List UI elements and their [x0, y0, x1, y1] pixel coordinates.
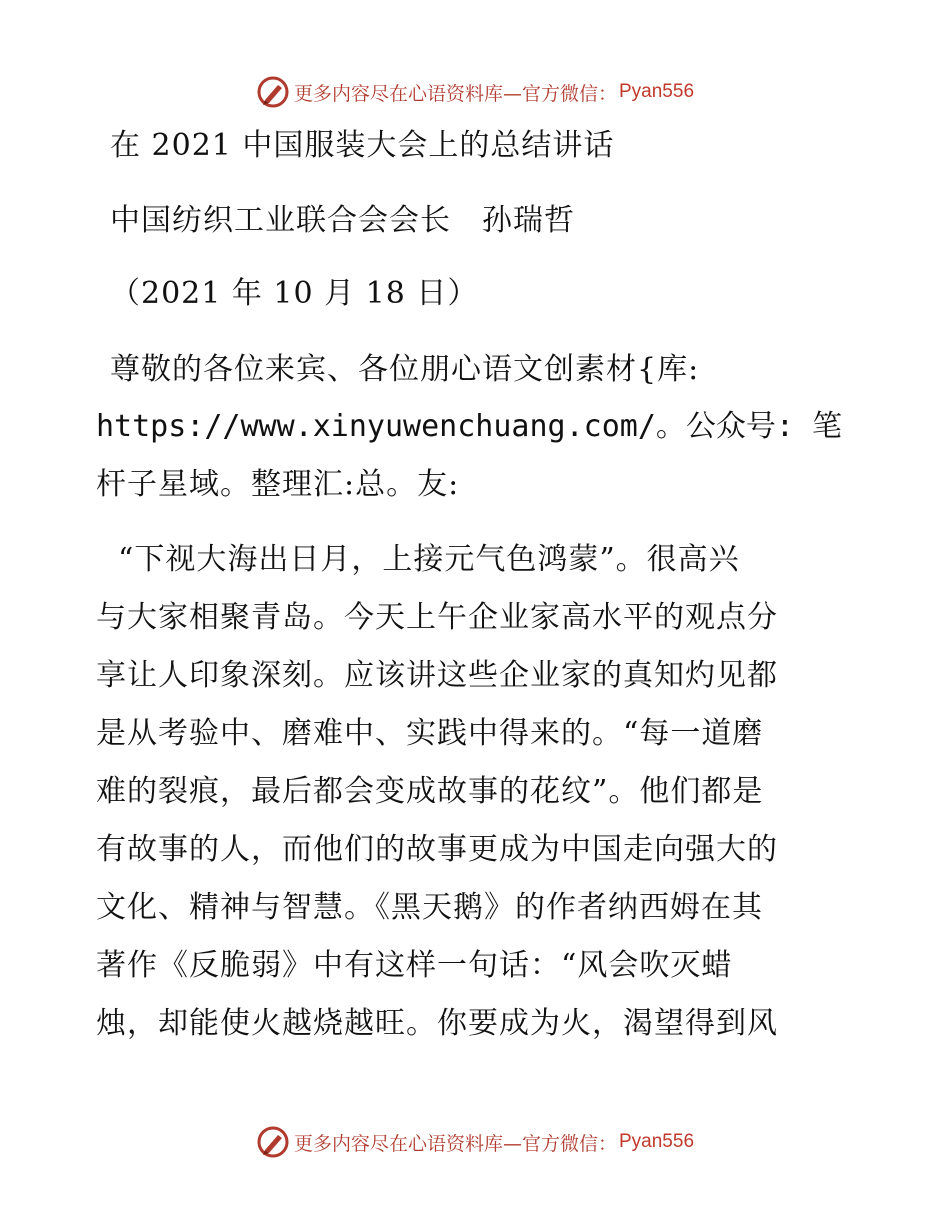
author-line: 中国纺织工业联合会会长 孙瑞哲	[110, 203, 575, 238]
document-title: 在 2021 中国服装大会上的总结讲话	[110, 128, 615, 163]
header-watermark-account: Pyan556	[619, 81, 695, 102]
date-line: （2021 年 10 月 18 日）	[110, 276, 479, 311]
greeting-line-2: https://www.xinyuwenchuang.com/。公众号: 笔	[96, 409, 843, 444]
greeting-line-1: 尊敬的各位来宾、各位朋心语文创素材{库:	[110, 352, 700, 387]
footer-watermark	[0, 1122, 950, 1162]
body-line: 难的裂痕，最后都会变成故事的花纹”。他们都是	[96, 774, 764, 809]
body-line: 著作《反脆弱》中有这样一句话：“风会吹灭蜡	[96, 948, 733, 983]
header-watermark-text: 更多内容尽在心语资料库—官方微信：	[293, 82, 617, 105]
footer-watermark-text: 更多内容尽在心语资料库—官方微信：	[293, 1132, 617, 1155]
body-line: 是从考验中、磨难中、实践中得来的。“每一道磨	[96, 716, 764, 751]
pen-logo-icon	[256, 1125, 290, 1159]
body-line: 文化、精神与智慧。《黑天鹅》的作者纳西姆在其	[96, 890, 763, 925]
body-line: 烛，却能使火越烧越旺。你要成为火，渴望得到风	[96, 1006, 778, 1041]
body-line: 有故事的人，而他们的故事更成为中国走向强大的	[96, 832, 778, 867]
body-line: 与大家相聚青岛。今天上午企业家高水平的观点分	[96, 600, 778, 635]
pen-logo-icon	[256, 75, 290, 109]
footer-watermark-account: Pyan556	[619, 1131, 695, 1152]
body-line: 享让人印象深刻。应该讲这些企业家的真知灼见都	[96, 658, 778, 693]
body-line: “下视大海出日月，上接元气色鸿蒙”。很高兴	[118, 542, 740, 577]
header-watermark	[0, 72, 950, 112]
greeting-line-3: 杆子星域。整理汇:总。友:	[96, 467, 460, 502]
